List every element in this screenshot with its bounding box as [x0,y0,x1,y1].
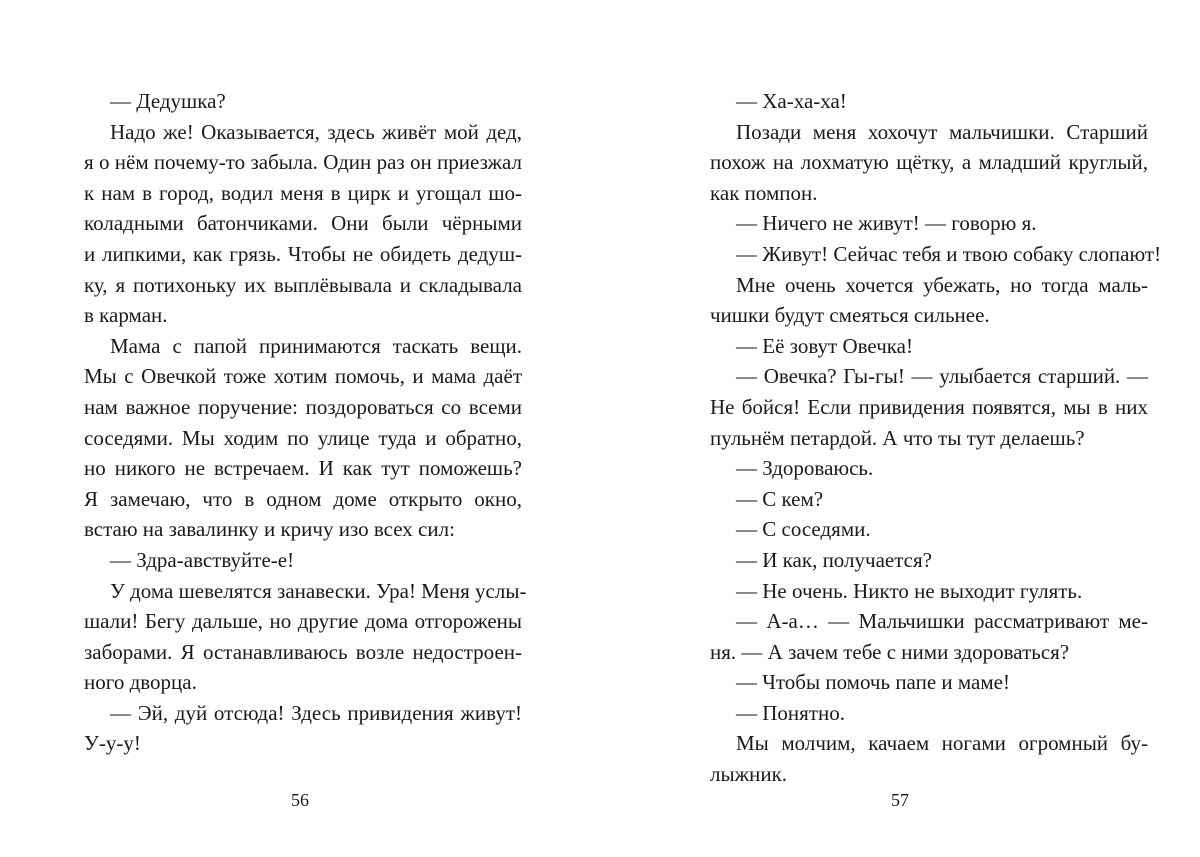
text-line: Мне очень хочется убежать, но тогда маль- [736,272,1148,297]
text-line: — Эй, дуй отсюда! Здесь привидения живут! [110,700,522,725]
left-page-number: 56 [291,790,309,810]
text-line: Мы с Овечкой тоже хотим помочь, и мама даёт [84,364,522,389]
text-line: — Овечка? Гы-гы! — улыбается старший. — [736,364,1148,389]
text-line: шали! Бегу дальше, но другие дома отгорожены [84,609,522,634]
text-line: похож на лохматую щётку, а младший круглый, [710,150,1148,175]
right-page [600,0,1200,857]
text-line: я о нём почему-то забыла. Один раз он приезжал [84,150,522,175]
text-line: — Ничего не живут! — говорю я. [736,211,1037,236]
text-line: Не бойся! Если привидения появятся, мы в них [710,394,1148,419]
text-line: У дома шевелятся занавески. Ура! Меня услы- [110,578,527,603]
text-line: ня. — А зачем тебе с ними здороваться? [710,639,1070,664]
text-line: пульнём петардой. А что ты тут делаешь? [710,425,1085,450]
text-line: Мама с папой принимаются таскать вещи. [110,333,522,358]
right-page-text [710,86,1162,790]
text-line: коладными батончиками. Они были чёрными [84,211,522,236]
text-line: Я замечаю, что в одном доме открыто окно, [84,486,522,511]
text-line: — Понятно. [736,700,845,725]
text-line: и липкими, как грязь. Чтобы не обидеть дедуш- [84,241,522,266]
text-line: Надо же! Оказывается, здесь живёт мой дед, [110,119,522,144]
text-line: — Чтобы помочь папе и маме! [736,670,1010,695]
text-line: лыжник. [710,762,788,787]
text-line: — С соседями. [736,517,871,542]
text-line: — Ха-ха-ха! [736,89,847,113]
text-line: ку, я потихоньку их выплёвывала и складывала [84,272,522,297]
text-line: нам важное поручение: поздороваться со всеми [84,394,522,419]
text-line: чишки будут смеяться сильнее. [710,303,990,328]
left-page-text [84,86,527,759]
text-line: — Здороваюсь. [736,456,874,481]
text-line: — И как, получается? [736,547,932,572]
text-line: как помпон. [710,180,818,205]
text-line: — Её зовут Овечка! [736,333,913,358]
text-line: встаю на завалинку и кричу изо всех сил: [84,517,455,542]
text-line: но никого не встречаем. И как тут поможешь? [84,456,522,481]
text-line: ного дворца. [84,670,197,695]
text-line: — Живут! Сейчас тебя и твою собаку слопают! [736,241,1162,266]
text-line: У-у-у! [84,731,141,756]
text-line: — А-а… — Мальчишки рассматривают ме- [736,609,1148,634]
right-page-number: 57 [891,790,909,810]
text-line: соседями. Мы ходим по улице туда и обратно, [84,425,522,450]
text-line: Позади меня хохочут мальчишки. Старший [736,119,1148,144]
text-line: — С кем? [736,486,824,511]
text-line: — Дедушка? [110,89,226,113]
text-line: Мы молчим, качаем ногами огромный бу- [736,731,1148,756]
text-line: заборами. Я останавливаюсь возле недостроен- [84,639,522,664]
text-line: — Здра-авствуйте-е! [110,547,295,572]
text-line: — Не очень. Никто не выходит гулять. [736,578,1083,603]
text-line: в карман. [84,303,168,328]
text-line: к нам в город, водил меня в цирк и угощал шо- [84,180,522,205]
